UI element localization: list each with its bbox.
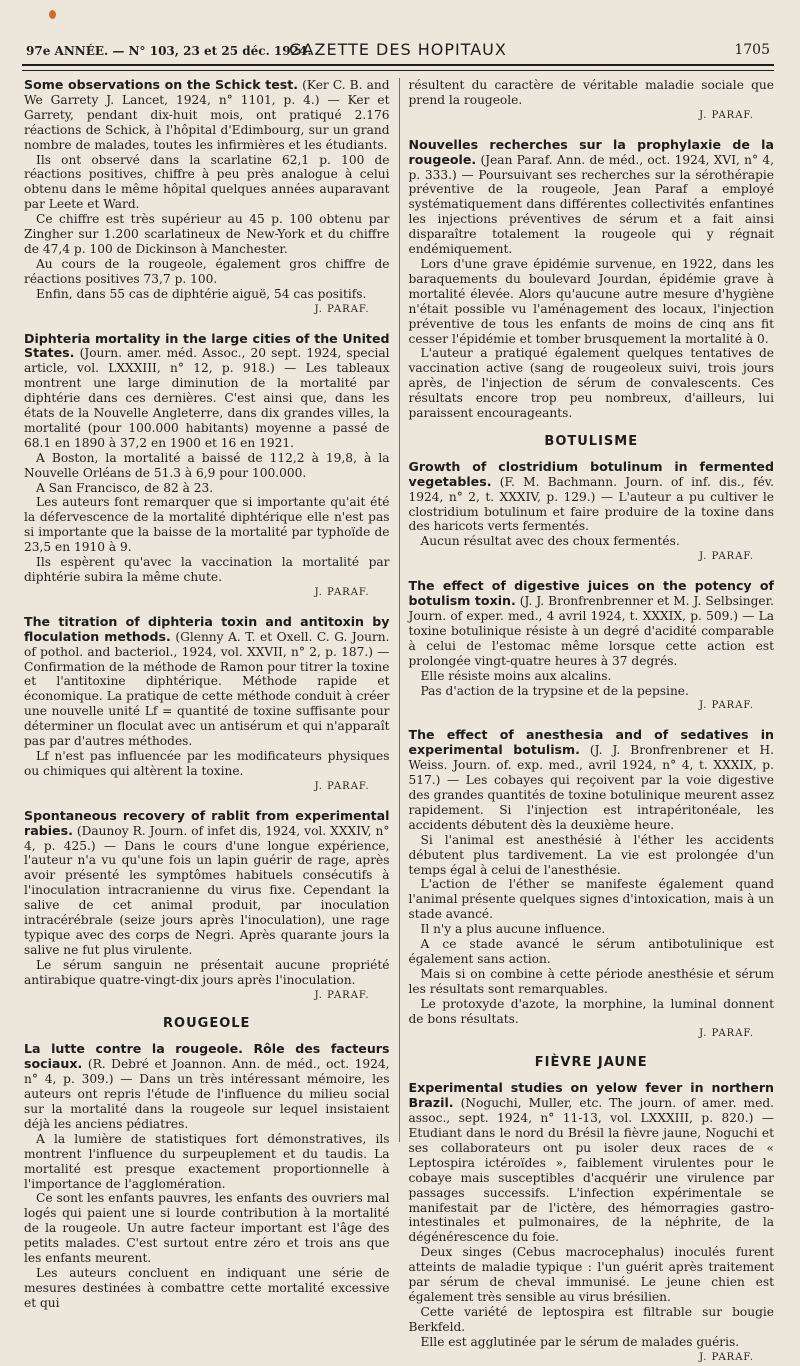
article-paragraph: Elle résiste moins aux alcalins. — [420, 668, 612, 683]
article-paragraph: Au cours de la rougeole, également gros chiffre de réactions positives 73,7 p. 100. — [24, 256, 390, 286]
article-paragraph: (F. M. Bachmann. Journ. of inf. dis., fév. 1924, n° 2, t. XXXIV, p. 129.) — L'auteur a pu cultiver le clostridium botulinum et faire produire de la toxine dans des haricots verts fermentés. — [408, 474, 775, 534]
article-paragraph: Aucun résultat avec des choux fermentés. — [420, 534, 680, 549]
section-heading: ROUGEOLE — [163, 1016, 251, 1032]
article-title: Some observations on the Schick test. — [24, 77, 299, 92]
article-paragraph: A ce stade avancé le sérum antibotulinique est également sans action. — [408, 937, 774, 966]
article-paragraph: Deux singes (Cebus macrocephalus) inoculés furent atteints de maladie typique : l'un guérit après traitement par sérum de cheval immunisé. Le jeune chien est également très sensible au virus brésilien. — [408, 1245, 774, 1304]
article-paragraph: Enfin, dans 55 cas de diphtérie aiguë, 54 cas positifs. — [36, 286, 367, 301]
article — [24, 1042, 390, 1310]
author-signature: J. PARAF. — [699, 700, 754, 712]
article-paragraph: Elle est agglutinée par le sérum de malades guéris. — [420, 1334, 740, 1349]
article-paragraph: (Noguchi, Muller, etc. The journ. of amer. med. assoc., sept. 1924, n° 11-13, vol. LXXXIII, p. 820.) — Etudiant dans le nord du Brésil la fièvre jaune, Noguchi et ses collaborateurs ont pu isoler deux races de « Leptospira ictéroïdes », faiblement virulentes pour le cobaye mais susceptibles d'acquérir une virulence par passages successifs. L'infection expérimentale se manifestait par de l'ictère, des hémorragies gastro-intestinales et pulmonaires, de la néphrite, de la dégénérescence du foie. — [408, 1096, 775, 1245]
left-column — [24, 77, 399, 1310]
section-heading: FIÈVRE JAUNE — [534, 1055, 648, 1071]
article-paragraph: Le sérum sanguin ne présentait aucune propriété antirabique quatre-vingt-dix jours après l'inoculation. — [24, 957, 390, 987]
article — [409, 138, 775, 421]
article-title: Nouvelles recherches sur la prophylaxie de la rougeole. — [408, 136, 774, 167]
article-paragraph: (J. J. Bronfrenbrenner et M. J. Selbsinger. Journ. of exper. med., 4 avril 1924, t. XXXIX, p. 509.) — La toxine botulinique résiste à un degré d'acidité comparable à celui de l'estomac même lorsque cette action est prolongée vingt-quatre heures à 37 degrés. — [408, 594, 775, 668]
article-paragraph: Pas d'action de la trypsine et de la pepsine. — [420, 683, 689, 698]
article-paragraph: (R. Debré et Joannon. Ann. de méd., oct. 1924, n° 4, p. 309.) — Dans un très intéressant mémoire, les auteurs ont repris l'étude de l'influence du milieu social sur la mortalité dans la rougeole sur lequel insistaient déjà les anciens pédiatres. — [24, 1057, 390, 1131]
article-paragraph: Ils espèrent qu'avec la vaccination la mortalité par diphtérie subira la même chute. — [24, 555, 390, 584]
article — [409, 460, 775, 565]
article — [409, 78, 775, 124]
article-paragraph: A San Francisco, de 82 à 23. — [36, 480, 214, 495]
text-columns — [24, 77, 775, 1363]
article-paragraph: Ce sont les enfants pauvres, les enfants des ouvriers mal logés qui paient une si lourde contribution à la mortalité de la rougeole. Un autre facteur important est l'âge des petits malades. C'est surtout entre zéro et trois ans que les enfants meurent. — [24, 1191, 390, 1266]
article-paragraph: (Ker C. B. and We Garrety J. Lancet, 1924, n° 1101, p. 4.) — Ker et Garrety, pendant dix-huit mois, ont pratiqué 2.176 réactions de Schick, à l'hôpital d'Edimbourg, sur un grand nombre de malades, toutes les infirmières et les étudiants. — [24, 78, 390, 152]
article-paragraph: (Daunoy R. Journ. of infet dis, 1924, vol. XXXIV, n° 4, p. 425.) — Dans le cours d'une longue expérience, l'auteur n'a vu qu'une fois un lapin guérir de rage, après avoir présenté les symptômes habituels consécutifs à l'inoculation intracranienne du virus fixe. Cependant la salive de cet animal produit, par inoculation intracérébrale (seize jours après l'inoculation), une rage typique avec des corps de Negri. Après quarante jours la salive ne fut plus virulente. — [24, 823, 390, 957]
author-signature: J. PARAF. — [699, 109, 754, 121]
author-signature: J. PARAF. — [699, 1351, 754, 1363]
issue-info: 97e ANNÉE. — N° 103, 23 et 25 déc. 1924. — [26, 44, 312, 58]
article-paragraph: A la lumière de statistiques fort démonstratives, ils montrent l'influence du surpeuplement et du taudis. La mortalité est presque exactement proportionnelle à l'importance de l'agglomération. — [24, 1131, 390, 1191]
author-signature: J. PARAF. — [699, 1028, 754, 1040]
article-paragraph: (Jean Paraf. Ann. de méd., oct. 1924, XVI, n° 4, p. 333.) — Poursuivant ses recherches sur la sérothérapie préventive de la rougeole, Jean Paraf a employé systématiquement dans différentes collectivités enfantines les injections préventives de sérum et a fait ainsi disparaître totalement la rougeole qui y régnait endémiquement. — [408, 152, 774, 257]
article-paragraph: Les auteurs font remarquer que si importante qu'ait été la défervescence de la mortalité diphtérique elle n'est pas si importante que la baisse de la mortalité par typhoïde de 23,5 en 1910 à 9. — [24, 495, 390, 555]
article — [24, 809, 390, 1004]
article-title: The effect of anesthesia and of sedatives in experimental botulism. — [408, 727, 774, 758]
article-paragraph: Le protoxyde d'azote, la morphine, la luminal donnent de bons résultats. — [408, 996, 774, 1026]
article-paragraph: Ils ont observé dans la scarlatine 62,1 p. 100 de réactions positives, chiffre à peu près analogue à celui obtenu dans le même hôpital quelques années auparavant par Leete et Ward. — [24, 152, 390, 212]
author-signature: J. PARAF. — [314, 780, 370, 792]
article-paragraph: Mais si on combine à cette période anesthésie et sérum les résultats sont remarquables. — [408, 966, 774, 996]
author-signature: J. PARAF. — [699, 551, 754, 563]
article-paragraph: Lors d'une grave épidémie survenue, en 1922, dans les baraquements du boulevard Jourdan, épidémie grave à mortalité élevée. Alors qu'aucune autre mesure d'hygiène n'était possible vu l'aménagement des locaux, l'injection préventive de tous les enfants de moins de cinq ans fit cesser l'épidémie et tomber brusquement la mortalité à 0. — [408, 256, 774, 346]
article-title: Growth of clostridium botulinum in fermented vegetables. — [408, 458, 774, 489]
article-paragraph: Lf n'est pas influencée par les modificateurs physiques ou chimiques qui altèrent la toxine. — [24, 748, 390, 778]
header-rule — [22, 64, 774, 71]
page-number: 1705 — [734, 42, 770, 58]
author-signature: J. PARAF. — [314, 989, 370, 1001]
article — [409, 579, 775, 714]
article-title: Experimental studies on yelow fever in northern Brazil. — [408, 1080, 774, 1111]
article-paragraph: (Journ. amer. méd. Assoc., 20 sept. 1924, special article, vol. LXXXIII, n° 12, p. 918.) — Les tableaux montrent une large diminution de la mortalité par diphtérie dans ces dernières. C'est ainsi que, dans les états de la Nouvelle Angleterre, dans dix grandes villes, la mortalité (pour 100.000 habitants) moyenne a passé de 68.1 en 1890 à 37,2 en 1900 et 16 en 1921. — [24, 346, 390, 450]
author-signature: J. PARAF. — [314, 586, 370, 598]
article-title: Spontaneous recovery of rablit from experimental rabies. — [24, 807, 390, 838]
article-paragraph: A Boston, la mortalité a baissé de 112,2 à 19,8, à la Nouvelle Orléans de 51.3 à 6,9 pour 100.000. — [24, 450, 390, 480]
article-paragraph: Il n'y a plus aucune influence. — [420, 922, 606, 937]
article-title: The titration of diphteria toxin and antitoxin by floculation methods. — [24, 613, 390, 644]
article-paragraph: Si l'animal est anesthésié à l'éther les accidents débutent plus tardivement. La vie est prolongée d'un temps égal à celui de l'anesthésie. — [408, 832, 774, 877]
section-heading: BOTULISME — [544, 433, 639, 449]
article-paragraph: résultent du caractère de véritable maladie sociale que prend la rougeole. — [408, 78, 774, 107]
right-column — [399, 78, 775, 1363]
article — [24, 615, 390, 795]
journal-title: GAZETTE DES HOPITAUX — [289, 40, 507, 59]
running-header — [22, 38, 774, 62]
article-paragraph: (J. J. Bronfrenbrener et H. Weiss. Journ. of. exp. med., avril 1924, n° 4, t. XXXIX, p. 517.) — Les cobayes qui reçoivent par la voie digestive des grandes quantités de toxine botulinique meurent assez rapidement. Si l'injection est intrapéritonéale, les accidents débutent dès la deuxième heure. — [408, 743, 775, 832]
article-paragraph: L'auteur a pratiqué également quelques tentatives de vaccination active (sang de rougeoleux suivi, trois jours après, de l'injection de sérum de convalescents. Ces résultats encore trop peu nombreux, d'ailleurs, lui paraissent encourageants. — [408, 346, 774, 421]
article — [24, 332, 390, 601]
article — [24, 78, 390, 318]
article-paragraph: L'action de l'éther se manifeste également quand l'animal présente quelques signes d'intoxication, mais à un stade avancé. — [408, 877, 774, 922]
article-title: La lutte contre la rougeole. Rôle des facteurs sociaux. — [24, 1041, 390, 1072]
article-paragraph: Ce chiffre est très supérieur au 45 p. 100 obtenu par Zingher sur 1.200 scarlatineux de New-York et du chiffre de 47,4 p. 100 de Dickinson à Manchester. — [24, 212, 390, 256]
article-paragraph: Les auteurs concluent en indiquant une série de mesures destinées à combattre cette mortalité excessive et qui — [24, 1265, 390, 1310]
author-signature: J. PARAF. — [314, 303, 370, 315]
article-paragraph: (Glenny A. T. et Oxell. C. G. Journ. of pothol. and bacteriol., 1924, vol. XXVII, n° 2, p. 187.) — Confirmation de la méthode de Ramon pour titrer la toxine et l'antitoxine diphtérique. Méthode rapide et économique. La pratique de cette méthode conduit à créer une nouvelle unité Lf = quantité de toxine suffisante pour déterminer un floculat avec un antisérum et qui n'apparaît pas par d'autres méthodes. — [24, 629, 390, 749]
article — [409, 728, 775, 1042]
article-title: The effect of digestive juices on the potency of botulism toxin. — [408, 578, 774, 609]
ink-spot-icon — [49, 10, 56, 19]
article-title: Diphteria mortality in the large cities of the United States. — [24, 330, 390, 361]
article — [409, 1081, 775, 1365]
article-paragraph: Cette variété de leptospira est filtrable sur bougie Berkfeld. — [408, 1304, 774, 1334]
